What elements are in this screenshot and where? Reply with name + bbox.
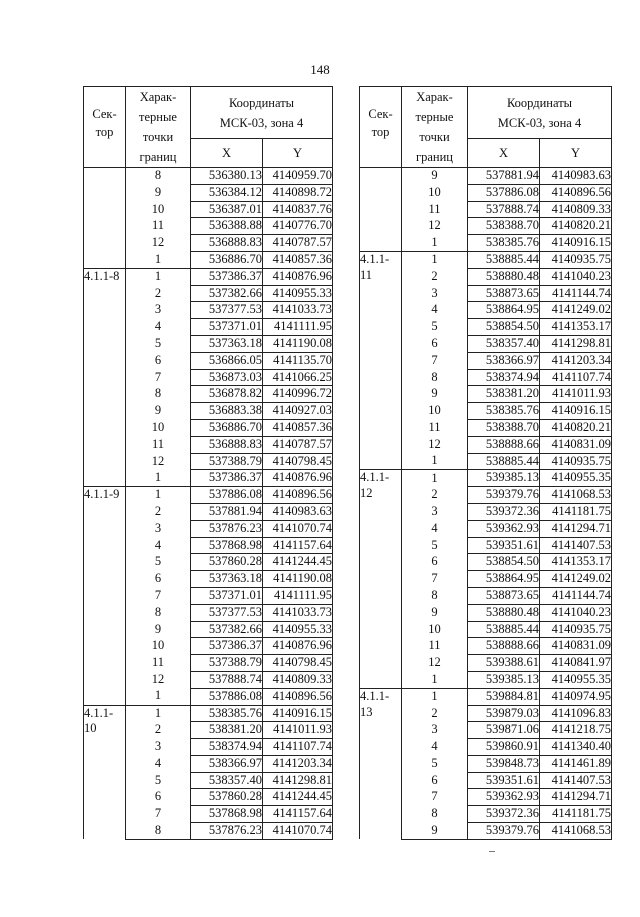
y-cell: 4141244.45 — [263, 554, 333, 571]
y-cell: 4141135.70 — [263, 352, 333, 369]
x-cell: 538388.70 — [468, 419, 540, 436]
y-cell: 4140809.33 — [540, 201, 612, 218]
x-cell: 539362.93 — [468, 520, 540, 537]
y-cell: 4140876.96 — [263, 268, 333, 285]
point-cell: 10 — [126, 201, 191, 218]
point-cell: 3 — [402, 285, 468, 302]
point-cell: 9 — [126, 184, 191, 201]
point-cell: 12 — [402, 436, 468, 453]
x-cell: 537860.28 — [191, 554, 263, 571]
y-cell: 4141181.75 — [540, 806, 612, 823]
y-cell: 4140857.36 — [263, 419, 333, 436]
y-cell: 4140974.95 — [540, 688, 612, 705]
point-cell: 10 — [402, 403, 468, 420]
x-cell: 536866.05 — [191, 352, 263, 369]
x-cell: 538888.66 — [468, 436, 540, 453]
x-cell: 537363.18 — [191, 335, 263, 352]
y-cell: 4140820.21 — [540, 218, 612, 235]
y-cell: 4140955.35 — [540, 671, 612, 688]
point-cell: 1 — [402, 470, 468, 487]
coordinates-header: Координаты МСК-03, зона 4 — [468, 87, 612, 139]
x-cell: 536384.12 — [191, 184, 263, 201]
x-cell: 538873.65 — [468, 285, 540, 302]
y-cell: 4140837.76 — [263, 201, 333, 218]
point-cell: 4 — [402, 520, 468, 537]
y-cell: 4141070.74 — [263, 520, 333, 537]
point-cell: 4 — [126, 319, 191, 336]
x-cell: 536873.03 — [191, 369, 263, 386]
table-row — [84, 705, 333, 722]
x-cell: 539379.76 — [468, 823, 540, 840]
point-cell: 12 — [402, 655, 468, 672]
point-cell: 1 — [126, 705, 191, 722]
y-cell: 4141203.34 — [540, 352, 612, 369]
point-cell: 8 — [402, 587, 468, 604]
point-cell: 6 — [402, 772, 468, 789]
x-cell: 537886.08 — [191, 688, 263, 705]
x-cell: 538374.94 — [191, 739, 263, 756]
point-cell: 1 — [126, 251, 191, 268]
x-cell: 538357.40 — [191, 772, 263, 789]
y-cell: 4140935.75 — [540, 621, 612, 638]
x-cell: 537886.08 — [191, 487, 263, 504]
y-cell: 4141353.17 — [540, 319, 612, 336]
sector-cell: 4.1.1- 10 — [84, 705, 126, 839]
point-cell: 10 — [402, 621, 468, 638]
x-cell: 538880.48 — [468, 268, 540, 285]
y-cell: 4141218.75 — [540, 722, 612, 739]
table-row — [360, 251, 612, 268]
y-cell: 4141461.89 — [540, 755, 612, 772]
point-cell: 11 — [402, 638, 468, 655]
point-cell: 11 — [126, 218, 191, 235]
x-cell: 539884.81 — [468, 688, 540, 705]
point-cell: 5 — [126, 772, 191, 789]
y-cell: 4140776.70 — [263, 218, 333, 235]
x-cell: 537386.37 — [191, 470, 263, 487]
sector-cell: 4.1.1-9 — [84, 487, 126, 705]
x-cell: 539871.06 — [468, 722, 540, 739]
table-row — [84, 487, 333, 504]
y-cell: 4140876.96 — [263, 470, 333, 487]
x-cell: 538864.95 — [468, 571, 540, 588]
point-cell: 9 — [402, 386, 468, 403]
y-cell: 4140896.56 — [263, 487, 333, 504]
x-cell: 538366.97 — [191, 755, 263, 772]
sector-cell — [84, 168, 126, 269]
x-cell: 537382.66 — [191, 285, 263, 302]
x-cell: 536888.83 — [191, 436, 263, 453]
point-cell: 1 — [126, 268, 191, 285]
x-cell: 538385.76 — [191, 705, 263, 722]
y-cell: 4140959.70 — [263, 168, 333, 185]
point-cell: 4 — [402, 739, 468, 756]
x-cell: 538854.50 — [468, 319, 540, 336]
x-cell: 537377.53 — [191, 302, 263, 319]
sector-cell: 4.1.1-8 — [84, 268, 126, 486]
x-cell: 537377.53 — [191, 604, 263, 621]
x-cell: 539879.03 — [468, 705, 540, 722]
point-cell: 9 — [402, 604, 468, 621]
y-cell: 4141340.40 — [540, 739, 612, 756]
y-cell: 4141107.74 — [540, 369, 612, 386]
y-cell: 4141066.25 — [263, 369, 333, 386]
point-cell: 9 — [126, 621, 191, 638]
y-cell: 4141033.73 — [263, 604, 333, 621]
y-cell: 4141190.08 — [263, 571, 333, 588]
y-cell: 4140857.36 — [263, 251, 333, 268]
y-cell: 4141040.23 — [540, 604, 612, 621]
x-cell: 539848.73 — [468, 755, 540, 772]
y-cell: 4140831.09 — [540, 436, 612, 453]
y-cell: 4140787.57 — [263, 235, 333, 252]
point-cell: 7 — [402, 352, 468, 369]
sector-header: Сек- тор — [360, 87, 402, 168]
point-cell: 1 — [126, 470, 191, 487]
point-cell: 2 — [402, 487, 468, 504]
y-cell: 4140996.72 — [263, 386, 333, 403]
point-cell: 11 — [402, 201, 468, 218]
y-cell: 4140935.75 — [540, 251, 612, 268]
x-cell: 537382.66 — [191, 621, 263, 638]
x-cell: 539372.36 — [468, 806, 540, 823]
point-cell: 12 — [126, 453, 191, 470]
y-cell: 4141068.53 — [540, 487, 612, 504]
y-cell: 4141011.93 — [540, 386, 612, 403]
x-cell: 537388.79 — [191, 453, 263, 470]
point-cell: 5 — [126, 554, 191, 571]
point-cell: 2 — [126, 503, 191, 520]
point-cell: 8 — [126, 604, 191, 621]
point-cell: 4 — [126, 537, 191, 554]
x-cell: 538366.97 — [468, 352, 540, 369]
y-header: Y — [540, 139, 612, 168]
x-cell: 538864.95 — [468, 302, 540, 319]
x-cell: 537388.79 — [191, 655, 263, 672]
x-cell: 537876.23 — [191, 520, 263, 537]
point-cell: 9 — [402, 823, 468, 840]
point-cell: 11 — [402, 419, 468, 436]
x-cell: 538374.94 — [468, 369, 540, 386]
x-cell: 538385.76 — [468, 403, 540, 420]
sector-cell: 4.1.1- 12 — [360, 470, 402, 688]
point-cell: 3 — [126, 302, 191, 319]
y-header: Y — [263, 139, 333, 168]
y-cell: 4141107.74 — [263, 739, 333, 756]
x-cell: 539351.61 — [468, 772, 540, 789]
y-cell: 4140876.96 — [263, 638, 333, 655]
left-coordinates-table — [83, 86, 333, 840]
y-cell: 4141298.81 — [263, 772, 333, 789]
y-cell: 4140898.72 — [263, 184, 333, 201]
y-cell: 4141294.71 — [540, 520, 612, 537]
y-cell: 4140983.63 — [263, 503, 333, 520]
point-cell: 7 — [126, 587, 191, 604]
right-coordinates-table — [359, 86, 612, 840]
x-cell: 536380.13 — [191, 168, 263, 185]
x-cell: 536888.83 — [191, 235, 263, 252]
x-cell: 539385.13 — [468, 671, 540, 688]
x-cell: 537881.94 — [191, 503, 263, 520]
point-cell: 6 — [402, 554, 468, 571]
point-cell: 11 — [126, 436, 191, 453]
point-cell: 11 — [126, 655, 191, 672]
x-cell: 539351.61 — [468, 537, 540, 554]
y-cell: 4141190.08 — [263, 335, 333, 352]
point-cell: 5 — [402, 537, 468, 554]
table-row — [84, 168, 333, 185]
y-cell: 4141011.93 — [263, 722, 333, 739]
x-cell: 538381.20 — [468, 386, 540, 403]
y-cell: 4140787.57 — [263, 436, 333, 453]
x-cell: 538880.48 — [468, 604, 540, 621]
point-cell: 12 — [126, 235, 191, 252]
point-cell: 2 — [402, 705, 468, 722]
x-cell: 537860.28 — [191, 789, 263, 806]
point-cell: 5 — [402, 755, 468, 772]
point-cell: 1 — [126, 688, 191, 705]
table-row — [360, 168, 612, 185]
point-cell: 3 — [402, 722, 468, 739]
y-cell: 4140983.63 — [540, 168, 612, 185]
y-cell: 4141070.74 — [263, 823, 333, 840]
y-cell: 4141144.74 — [540, 587, 612, 604]
y-cell: 4140798.45 — [263, 453, 333, 470]
x-cell: 539362.93 — [468, 789, 540, 806]
y-cell: 4141144.74 — [540, 285, 612, 302]
y-cell: 4141033.73 — [263, 302, 333, 319]
x-cell: 537386.37 — [191, 268, 263, 285]
point-cell: 7 — [126, 369, 191, 386]
x-cell: 538381.20 — [191, 722, 263, 739]
x-cell: 538854.50 — [468, 554, 540, 571]
y-cell: 4140955.33 — [263, 621, 333, 638]
x-cell: 539388.61 — [468, 655, 540, 672]
x-cell: 538885.44 — [468, 251, 540, 268]
y-cell: 4141068.53 — [540, 823, 612, 840]
point-cell: 8 — [402, 369, 468, 386]
y-cell: 4141244.45 — [263, 789, 333, 806]
y-cell: 4140916.15 — [540, 235, 612, 252]
x-cell: 538888.66 — [468, 638, 540, 655]
y-cell: 4141407.53 — [540, 537, 612, 554]
point-cell: 10 — [126, 419, 191, 436]
point-cell: 12 — [402, 218, 468, 235]
sector-cell: 4.1.1- 13 — [360, 688, 402, 839]
x-cell: 538357.40 — [468, 335, 540, 352]
point-cell: 8 — [402, 806, 468, 823]
point-cell: 1 — [402, 453, 468, 470]
y-cell: 4140820.21 — [540, 419, 612, 436]
x-cell: 537868.98 — [191, 806, 263, 823]
x-cell: 539860.91 — [468, 739, 540, 756]
page-number: 148 — [310, 62, 330, 77]
point-cell: 2 — [402, 268, 468, 285]
y-cell: 4141181.75 — [540, 503, 612, 520]
point-cell: 3 — [126, 739, 191, 756]
x-cell: 536883.38 — [191, 403, 263, 420]
y-cell: 4140896.56 — [263, 688, 333, 705]
x-cell: 537888.74 — [468, 201, 540, 218]
x-header: X — [191, 139, 263, 168]
point-cell: 4 — [402, 302, 468, 319]
y-cell: 4140916.15 — [263, 705, 333, 722]
point-cell: 1 — [402, 251, 468, 268]
point-cell: 2 — [126, 285, 191, 302]
point-cell: 8 — [126, 823, 191, 840]
x-cell: 538885.44 — [468, 453, 540, 470]
y-cell: 4141298.81 — [540, 335, 612, 352]
points-header: Харак- терные точки границ — [126, 87, 191, 168]
point-cell: 1 — [402, 235, 468, 252]
y-cell: 4141157.64 — [263, 537, 333, 554]
point-cell: 6 — [402, 335, 468, 352]
y-cell: 4141111.95 — [263, 319, 333, 336]
point-cell: 7 — [402, 789, 468, 806]
x-cell: 537868.98 — [191, 537, 263, 554]
point-cell: 8 — [126, 168, 191, 185]
point-cell: 9 — [402, 168, 468, 185]
x-cell: 536886.70 — [191, 251, 263, 268]
x-cell: 537371.01 — [191, 587, 263, 604]
y-cell: 4140809.33 — [263, 671, 333, 688]
sector-header: Сек- тор — [84, 87, 126, 168]
y-cell: 4140955.33 — [263, 285, 333, 302]
point-cell: 5 — [126, 335, 191, 352]
x-cell: 539379.76 — [468, 487, 540, 504]
x-cell: 536878.82 — [191, 386, 263, 403]
table-row — [84, 268, 333, 285]
points-header: Харак- терные точки границ — [402, 87, 468, 168]
point-cell: 9 — [126, 403, 191, 420]
y-cell: 4140896.56 — [540, 184, 612, 201]
point-cell: 3 — [126, 520, 191, 537]
x-cell: 538873.65 — [468, 587, 540, 604]
x-cell: 536886.70 — [191, 419, 263, 436]
x-cell: 537888.74 — [191, 671, 263, 688]
table-row — [360, 688, 612, 705]
y-cell: 4141157.64 — [263, 806, 333, 823]
x-cell: 537876.23 — [191, 823, 263, 840]
point-cell: 7 — [402, 571, 468, 588]
point-cell: 8 — [126, 386, 191, 403]
x-cell: 539385.13 — [468, 470, 540, 487]
x-cell: 536388.88 — [191, 218, 263, 235]
y-cell: 4140955.35 — [540, 470, 612, 487]
y-cell: 4141203.34 — [263, 755, 333, 772]
point-cell: 5 — [402, 319, 468, 336]
scan-mark — [489, 851, 495, 852]
x-cell: 537386.37 — [191, 638, 263, 655]
point-cell: 7 — [126, 806, 191, 823]
table-row — [360, 470, 612, 487]
point-cell: 1 — [402, 671, 468, 688]
x-cell: 538885.44 — [468, 621, 540, 638]
y-cell: 4141407.53 — [540, 772, 612, 789]
y-cell: 4140927.03 — [263, 403, 333, 420]
y-cell: 4141353.17 — [540, 554, 612, 571]
y-cell: 4140798.45 — [263, 655, 333, 672]
x-cell: 537363.18 — [191, 571, 263, 588]
x-cell: 537886.08 — [468, 184, 540, 201]
point-cell: 3 — [402, 503, 468, 520]
point-cell: 1 — [402, 688, 468, 705]
y-cell: 4141096.83 — [540, 705, 612, 722]
x-cell: 539372.36 — [468, 503, 540, 520]
point-cell: 10 — [126, 638, 191, 655]
y-cell: 4141249.02 — [540, 571, 612, 588]
y-cell: 4141111.95 — [263, 587, 333, 604]
x-cell: 536387.01 — [191, 201, 263, 218]
y-cell: 4141294.71 — [540, 789, 612, 806]
x-cell: 537881.94 — [468, 168, 540, 185]
point-cell: 12 — [126, 671, 191, 688]
point-cell: 2 — [126, 722, 191, 739]
y-cell: 4140916.15 — [540, 403, 612, 420]
y-cell: 4140831.09 — [540, 638, 612, 655]
point-cell: 1 — [126, 487, 191, 504]
point-cell: 6 — [126, 789, 191, 806]
sector-cell — [360, 168, 402, 252]
coordinates-header: Координаты МСК-03, зона 4 — [191, 87, 333, 139]
sector-cell: 4.1.1- 11 — [360, 251, 402, 469]
point-cell: 6 — [126, 352, 191, 369]
x-cell: 538385.76 — [468, 235, 540, 252]
y-cell: 4141249.02 — [540, 302, 612, 319]
point-cell: 10 — [402, 184, 468, 201]
point-cell: 4 — [126, 755, 191, 772]
x-cell: 537371.01 — [191, 319, 263, 336]
y-cell: 4140841.97 — [540, 655, 612, 672]
y-cell: 4141040.23 — [540, 268, 612, 285]
point-cell: 6 — [126, 571, 191, 588]
y-cell: 4140935.75 — [540, 453, 612, 470]
x-header: X — [468, 139, 540, 168]
x-cell: 538388.70 — [468, 218, 540, 235]
